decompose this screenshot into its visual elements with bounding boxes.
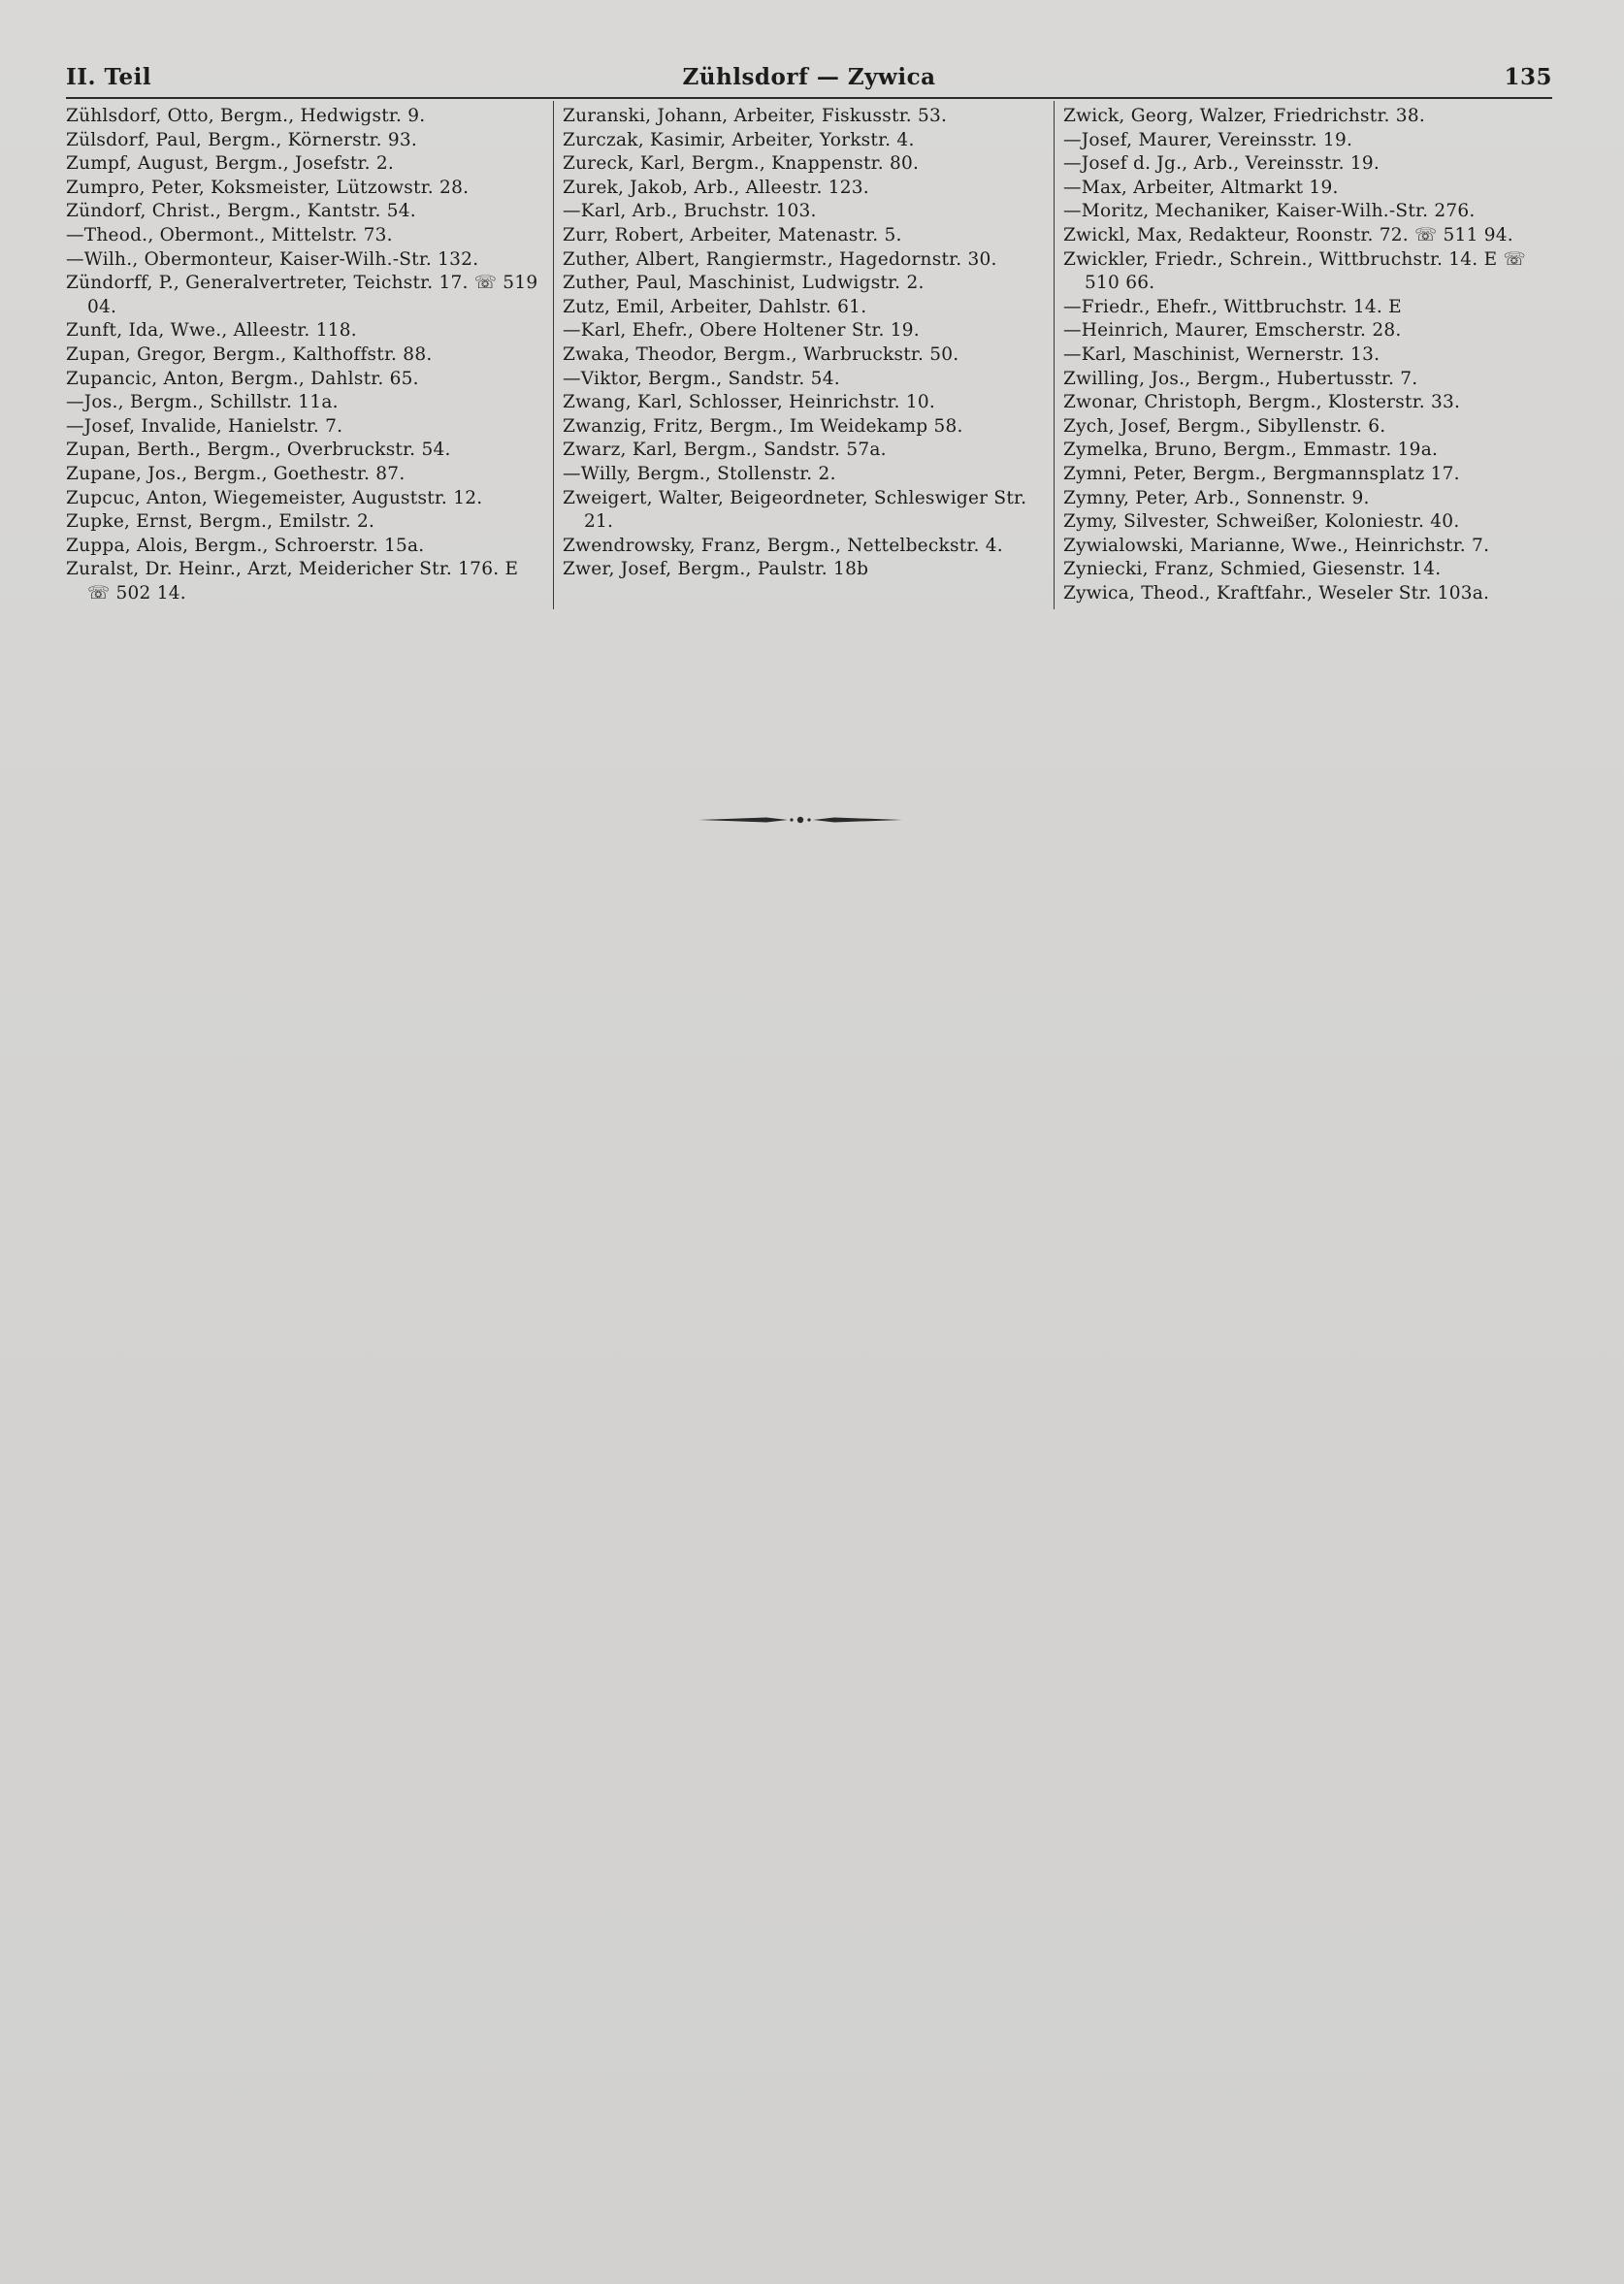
directory-entry: Zwilling, Jos., Bergm., Hubertusstr. 7. (1063, 368, 1418, 389)
directory-entry: —Karl, Ehefr., Obere Holtener Str. 19. (563, 320, 920, 342)
directory-entry: Zunft, Ida, Wwe., Alleestr. 118. (66, 320, 357, 342)
directory-entry: —Max, Arbeiter, Altmarkt 19. (1063, 177, 1339, 198)
directory-column-2 (563, 105, 1046, 582)
directory-entry: Zündorff, P., Generalvertreter, Teichstr. 17. ☏ 519 04. (66, 273, 538, 317)
directory-entry: Zuralst, Dr. Heinr., Arzt, Meidericher Str. 176. E ☏ 502 14. (66, 559, 519, 604)
directory-entry: Zyniecki, Franz, Schmied, Giesenstr. 14. (1063, 559, 1442, 580)
header-rule (66, 97, 1552, 99)
directory-entry: Zutz, Emil, Arbeiter, Dahlstr. 61. (563, 296, 867, 317)
directory-entry: —Theod., Obermont., Mittelstr. 73. (66, 224, 393, 245)
directory-entry: Zwang, Karl, Schlosser, Heinrichstr. 10. (563, 392, 935, 413)
directory-entry: Zweigert, Walter, Beigeordneter, Schleswiger Str. 21. (563, 487, 1027, 533)
directory-entry: Zwendrowsky, Franz, Bergm., Nettelbeckstr. 4. (563, 535, 1003, 556)
directory-entry: Zühlsdorf, Otto, Bergm., Hedwigstr. 9. (66, 106, 426, 126)
directory-entry: Zumpf, August, Bergm., Josefstr. 2. (66, 153, 394, 175)
directory-entry: Zuppa, Alois, Bergm., Schroerstr. 15a. (66, 535, 425, 556)
end-ornament (698, 811, 902, 829)
directory-entry: Zupke, Ernst, Bergm., Emilstr. 2. (66, 511, 375, 533)
directory-column-3 (1063, 105, 1554, 605)
page-header (66, 64, 1552, 97)
directory-column-1 (66, 105, 543, 605)
directory-entry: Zwonar, Christoph, Bergm., Klosterstr. 33. (1063, 392, 1461, 413)
directory-entry: —Josef, Invalide, Hanielstr. 7. (66, 415, 343, 437)
column-divider (553, 101, 554, 609)
directory-entry: —Viktor, Bergm., Sandstr. 54. (563, 368, 840, 389)
directory-entry: Zupancic, Anton, Bergm., Dahlstr. 65. (66, 368, 419, 389)
directory-entry: —Moritz, Mechaniker, Kaiser-Wilh.-Str. 276. (1063, 201, 1476, 222)
directory-entry: Zywica, Theod., Kraftfahr., Weseler Str. 103a. (1063, 582, 1490, 604)
directory-entry: Zymni, Peter, Bergm., Bergmannsplatz 17. (1063, 463, 1460, 484)
directory-entry: —Heinrich, Maurer, Emscherstr. 28. (1063, 320, 1402, 342)
page-title: Zühlsdorf — Zywica (682, 64, 936, 90)
directory-entry: Zuther, Paul, Maschinist, Ludwigstr. 2. (563, 273, 925, 294)
directory-entry: —Friedr., Ehefr., Wittbruchstr. 14. E (1063, 296, 1402, 317)
directory-entry: —Jos., Bergm., Schillstr. 11a. (66, 392, 339, 413)
directory-entry: —Karl, Maschinist, Wernerstr. 13. (1063, 343, 1380, 365)
directory-entry: Zywialowski, Marianne, Wwe., Heinrichstr. 7. (1063, 535, 1490, 556)
directory-entry: Zülsdorf, Paul, Bergm., Körnerstr. 93. (66, 129, 418, 150)
directory-entry: Zwickl, Max, Redakteur, Roonstr. 72. ☏ 511 94. (1063, 224, 1513, 245)
column-divider (1054, 101, 1055, 609)
directory-entry: Zuranski, Johann, Arbeiter, Fiskusstr. 53. (563, 106, 948, 126)
directory-entry: Zwer, Josef, Bergm., Paulstr. 18b (563, 559, 869, 580)
directory-entry: Zymy, Silvester, Schweißer, Koloniestr. 40. (1063, 511, 1460, 533)
directory-entry: Zymny, Peter, Arb., Sonnenstr. 9. (1063, 487, 1370, 508)
directory-entry: Zündorf, Christ., Bergm., Kantstr. 54. (66, 201, 416, 222)
directory-entry: —Willy, Bergm., Stollenstr. 2. (563, 463, 836, 484)
directory-entry: Zurczak, Kasimir, Arbeiter, Yorkstr. 4. (563, 129, 915, 150)
directory-entry: Zych, Josef, Bergm., Sibyllenstr. 6. (1063, 415, 1386, 437)
section-label: II. Teil (66, 64, 152, 90)
directory-entry: Zupan, Gregor, Bergm., Kalthoffstr. 88. (66, 343, 433, 365)
directory-entry: Zwaka, Theodor, Bergm., Warbruckstr. 50. (563, 343, 959, 365)
directory-entry: Zymelka, Bruno, Bergm., Emmastr. 19a. (1063, 440, 1439, 461)
directory-entry: —Karl, Arb., Bruchstr. 103. (563, 201, 817, 222)
directory-entry: Zupane, Jos., Bergm., Goethestr. 87. (66, 463, 406, 484)
directory-entry: Zureck, Karl, Bergm., Knappenstr. 80. (563, 153, 920, 175)
directory-entry: Zwickler, Friedr., Schrein., Wittbruchstr. 14. E ☏ 510 66. (1063, 248, 1526, 294)
page-number: 135 (1504, 64, 1552, 90)
directory-entry: —Josef, Maurer, Vereinsstr. 19. (1063, 129, 1353, 150)
directory-entry: —Josef d. Jg., Arb., Vereinsstr. 19. (1063, 153, 1380, 175)
directory-entry: Zurek, Jakob, Arb., Alleestr. 123. (563, 177, 869, 198)
directory-entry: Zupcuc, Anton, Wiegemeister, Auguststr. 12. (66, 487, 483, 508)
directory-entry: Zwick, Georg, Walzer, Friedrichstr. 38. (1063, 106, 1425, 126)
directory-entry: Zwanzig, Fritz, Bergm., Im Weidekamp 58. (563, 415, 963, 437)
directory-entry: Zumpro, Peter, Koksmeister, Lützowstr. 28. (66, 177, 470, 198)
directory-entry: Zwarz, Karl, Bergm., Sandstr. 57a. (563, 440, 887, 461)
directory-entry: —Wilh., Obermonteur, Kaiser-Wilh.-Str. 132. (66, 248, 479, 270)
directory-entry: Zupan, Berth., Bergm., Overbruckstr. 54. (66, 440, 451, 461)
directory-entry: Zuther, Albert, Rangiermstr., Hagedornstr. 30. (563, 248, 997, 270)
directory-entry: Zurr, Robert, Arbeiter, Matenastr. 5. (563, 224, 902, 245)
